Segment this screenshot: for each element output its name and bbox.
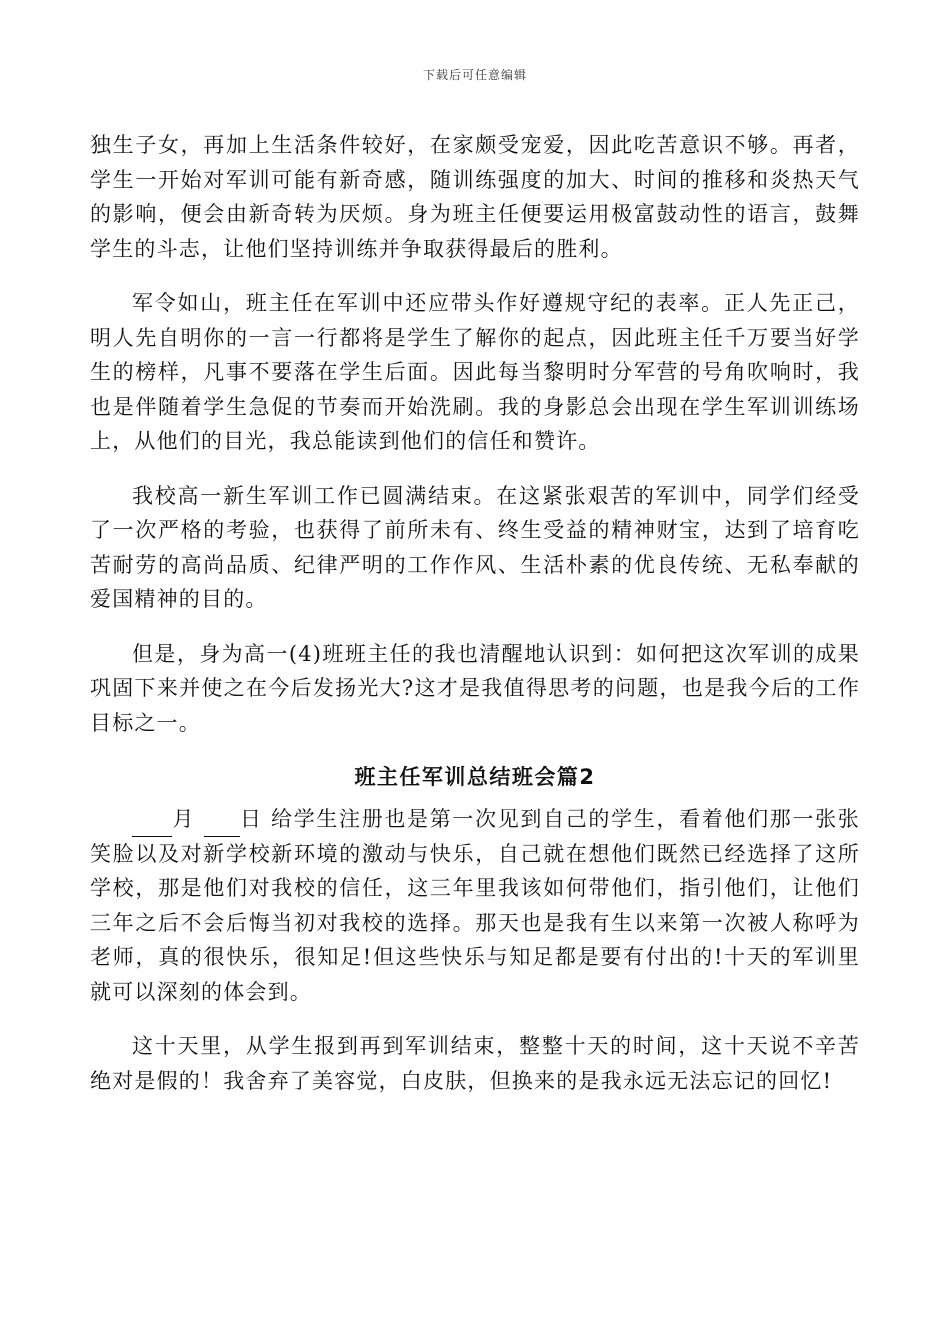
document-body bbox=[90, 128, 860, 1118]
paragraph-5 bbox=[90, 802, 860, 1009]
month-blank bbox=[132, 814, 172, 837]
paragraph-3: 我校高一新生军训工作已圆满结束。在这紧张艰苦的军训中，同学们经受了一次严格的考验，也获得了前所未有、终生受益的精神财宝，达到了培育吃苦耐劳的高尚品质、纪律严明的工作作风、生活朴素的优良传统、无私奉献的爱国精神的目的。 bbox=[90, 483, 860, 611]
day-blank bbox=[204, 814, 240, 837]
section-title: 班主任军训总结班会篇2 bbox=[354, 765, 596, 789]
paragraph-2: 军令如山，班主任在军训中还应带头作好遵规守纪的表率。正人先正己，明人先自明你的一言一行都将是学生了解你的起点，因此班主任千万要当好学生的榜样，凡事不要落在学生后面。因此每当黎明时分军营的号角吹响时，我也是伴随着学生急促的节奏而开始洗刷。我的身影总会出现在学生军训训练场上，从他们的目光，我总能读到他们的信任和赞许。 bbox=[90, 291, 860, 453]
paragraph-1: 独生子女，再加上生活条件较好，在家颇受宠爱，因此吃苦意识不够。再者，学生一开始对军训可能有新奇感，随训练强度的加大、时间的推移和炎热天气的影响，便会由新奇转为厌烦。身为班主任便要运用极富鼓动性的语言，鼓舞学生的斗志，让他们坚持训练并争取获得最后的胜利。 bbox=[90, 133, 860, 261]
day-label: 日 bbox=[239, 807, 263, 831]
header-note: 下载后可任意编辑 bbox=[422, 68, 527, 82]
paragraph-6: 这十天里，从学生报到再到军训结束，整整十天的时间，这十天说不辛苦绝对是假的！我舍弃了美容觉，白皮肤，但换来的是我永远无法忘记的回忆! bbox=[90, 1034, 860, 1093]
paragraph-4: 但是，身为高一(4)班班主任的我也清醒地认识到：如何把这次军训的成果巩固下来并使之在今后发扬光大?这才是我值得思考的问题，也是我今后的工作目标之一。 bbox=[90, 641, 860, 735]
month-label: 月 bbox=[172, 807, 196, 831]
paragraph-5-text: 给学生注册也是第一次见到自己的学生，看着他们那一张张笑脸以及对新学校新环境的激动与快乐，自己就在想他们既然已经选择了这所学校，那是他们对我校的信任，这三年里我该如何带他们，指引他们，让他们三年之后不会后悔当初对我校的选择。那天也是我有生以来第一次被人称呼为老师，真的很快乐，很知足!但这些快乐与知足都是要有付出的!十天的军训里就可以深刻的体会到。 bbox=[90, 807, 861, 1004]
